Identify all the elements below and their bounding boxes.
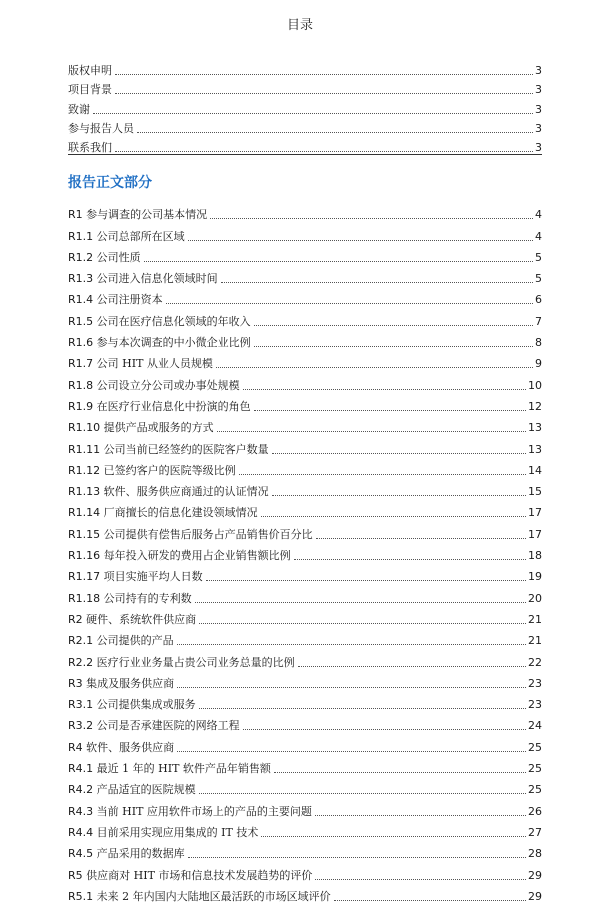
toc-page-number: 7: [535, 314, 542, 328]
toc-page-number: 23: [528, 676, 542, 690]
toc-page-number: 29: [528, 889, 542, 903]
toc-entry-text: 目前采用实现应用集成的 IT 技术: [96, 825, 259, 839]
toc-page-number: 3: [535, 121, 542, 135]
toc-entry-code: R5.1: [68, 889, 94, 903]
toc-page-number: 25: [528, 783, 542, 797]
toc-entry-title: [68, 379, 240, 392]
toc-entry-code: R1.1: [68, 229, 94, 243]
toc-page-number: 6: [535, 293, 542, 307]
toc-entry[interactable]: [68, 306, 542, 327]
toc-page-number: 17: [528, 506, 542, 520]
toc-page-number: 17: [528, 527, 542, 541]
toc-page-number: 25: [528, 740, 542, 754]
toc-entry[interactable]: [68, 605, 542, 626]
toc-page-number: 15: [528, 485, 542, 499]
toc-entry-title: [68, 677, 174, 690]
toc-entry-code: R2.2: [68, 655, 94, 669]
toc-entry-code: R1.6: [68, 336, 94, 350]
toc-entry-title: [68, 357, 213, 370]
toc-page-number: 29: [528, 868, 542, 882]
toc-entry-code: R3.2: [68, 719, 94, 733]
toc-leader-dots: [177, 687, 526, 688]
toc-entry[interactable]: [68, 392, 542, 413]
toc-entry[interactable]: [68, 626, 542, 647]
toc-entry-text: 供应商对 HIT 市场和信息技术发展趋势的评价: [86, 868, 313, 882]
toc-entry[interactable]: [68, 349, 542, 370]
toc-leader-dots: [239, 474, 526, 475]
toc-entry-title: [68, 656, 295, 669]
toc-entry-code: R4.2: [68, 783, 94, 797]
toc-entry-title: [68, 443, 269, 456]
toc-entry-title: [68, 698, 196, 711]
toc-page-number: 10: [528, 378, 542, 392]
toc-entry-title: [68, 293, 163, 306]
toc-leader-dots: [188, 240, 533, 241]
toc-page-number: 8: [535, 336, 542, 350]
toc-entry-code: R1.5: [68, 314, 94, 328]
toc-leader-dots: [195, 602, 526, 603]
toc-entry-title: [68, 847, 185, 860]
toc-entry[interactable]: [68, 116, 542, 135]
toc-leader-dots: [199, 708, 526, 709]
toc-entry[interactable]: [68, 58, 542, 77]
toc-entry[interactable]: [68, 818, 542, 839]
toc-entry-text: 公司在医疗信息化领域的年收入: [96, 314, 251, 328]
toc-entry[interactable]: [68, 221, 542, 242]
toc-entry-title: [68, 506, 258, 519]
toc-entry-text: 公司持有的专利数: [103, 591, 192, 605]
toc-leader-dots: [261, 516, 526, 517]
toc-entry-text: 公司 HIT 从业人员规模: [96, 357, 213, 371]
toc-leader-dots: [166, 303, 533, 304]
toc-page-number: 19: [528, 570, 542, 584]
toc-entry[interactable]: [68, 732, 542, 753]
toc-entry-code: R1.3: [68, 272, 94, 286]
toc-entry-text: 公司提供有偿售后服务占产品销售价百分比: [103, 527, 313, 541]
toc-leader-dots: [272, 495, 526, 496]
toc-entry-title: [68, 741, 174, 754]
toc-entry[interactable]: [68, 456, 542, 477]
main-toc-list: [68, 200, 542, 903]
toc-entry[interactable]: [68, 711, 542, 732]
toc-entry-code: R2.1: [68, 634, 94, 648]
toc-leader-dots: [177, 644, 526, 645]
toc-entry-code: R1.12: [68, 463, 101, 477]
toc-leader-dots: [115, 151, 533, 152]
toc-entry-code: R1.11: [68, 442, 101, 456]
toc-entry-text: 版权申明: [68, 64, 112, 78]
toc-page-number: 21: [528, 612, 542, 626]
toc-entry-title: [68, 528, 313, 541]
toc-entry-text: 当前 HIT 应用软件市场上的产品的主要问题: [96, 804, 312, 818]
toc-page-number: 4: [535, 229, 542, 243]
toc-entry-text: 项目背景: [68, 83, 112, 97]
toc-entry-code: R1.17: [68, 570, 101, 584]
toc-leader-dots: [254, 410, 526, 411]
toc-page-number: 26: [528, 804, 542, 818]
toc-entry[interactable]: [68, 243, 542, 264]
toc-leader-dots: [206, 580, 526, 581]
toc-page-number: 25: [528, 762, 542, 776]
toc-entry-title: [68, 719, 240, 732]
toc-entry-text: 提供产品或服务的方式: [103, 421, 214, 435]
toc-entry-text: 公司当前已经签约的医院客户数量: [103, 442, 269, 456]
toc-entry-text: 项目实施平均人日数: [103, 570, 203, 584]
toc-entry-text: 公司总部所在区域: [96, 229, 185, 243]
toc-entry-title: [68, 890, 331, 903]
toc-entry-title: [68, 272, 218, 285]
toc-entry-title: [68, 103, 90, 116]
toc-entry-title: [68, 783, 196, 796]
toc-entry[interactable]: [68, 796, 542, 817]
toc-entry[interactable]: [68, 498, 542, 519]
toc-entry[interactable]: [68, 882, 542, 903]
toc-entry-title: [68, 141, 112, 154]
toc-entry-title: [68, 400, 251, 413]
toc-page-number: 27: [528, 825, 542, 839]
toc-entry-code: R1: [68, 208, 83, 222]
toc-entry-text: 产品采用的数据库: [96, 847, 185, 861]
toc-page-number: 5: [535, 272, 542, 286]
toc-entry-title: [68, 64, 112, 77]
toc-entry-text: 致谢: [68, 102, 90, 116]
toc-leader-dots: [294, 559, 526, 560]
toc-page-number: 3: [535, 102, 542, 116]
toc-entry-code: R2: [68, 612, 83, 626]
toc-entry[interactable]: [68, 285, 542, 306]
toc-entry[interactable]: [68, 434, 542, 455]
toc-entry-text: 在医疗行业信息化中扮演的角色: [96, 399, 251, 413]
toc-entry-code: R1.14: [68, 506, 101, 520]
toc-entry-title: [68, 421, 214, 434]
toc-leader-dots: [217, 431, 526, 432]
toc-page-number: 4: [535, 208, 542, 222]
toc-leader-dots: [243, 389, 526, 390]
toc-entry-text: 产品适宜的医院规模: [96, 783, 196, 797]
toc-entry[interactable]: [68, 754, 542, 775]
toc-entry-code: R4.1: [68, 762, 94, 776]
toc-entry[interactable]: [68, 647, 542, 668]
toc-entry-code: R1.4: [68, 293, 94, 307]
toc-entry-title: [68, 549, 291, 562]
toc-leader-dots: [115, 93, 533, 94]
toc-leader-dots: [216, 367, 533, 368]
toc-entry-text: 每年投入研发的费用占企业销售额比例: [103, 549, 291, 563]
toc-entry-code: R1.15: [68, 527, 101, 541]
toc-page-number: 3: [535, 64, 542, 78]
toc-entry-code: R4.3: [68, 804, 94, 818]
toc-entry-code: R1.8: [68, 378, 94, 392]
toc-page-number: 20: [528, 591, 542, 605]
toc-leader-dots: [115, 74, 533, 75]
toc-entry[interactable]: [68, 200, 542, 221]
toc-leader-dots: [298, 666, 526, 667]
toc-entry-title: [68, 805, 312, 818]
toc-entry[interactable]: [68, 477, 542, 498]
toc-entry-code: R1.2: [68, 250, 94, 264]
toc-entry-text: 公司进入信息化领域时间: [96, 272, 218, 286]
toc-leader-dots: [188, 857, 526, 858]
toc-entry[interactable]: [68, 541, 542, 562]
toc-entry[interactable]: [68, 583, 542, 604]
toc-entry-title: [68, 485, 269, 498]
toc-entry-title: [68, 613, 196, 626]
toc-entry-title: [68, 230, 185, 243]
toc-entry-title: [68, 315, 251, 328]
toc-leader-dots: [315, 815, 526, 816]
toc-entry-text: 最近 1 年的 HIT 软件产品年销售额: [96, 762, 271, 776]
toc-entry[interactable]: [68, 77, 542, 96]
toc-entry[interactable]: [68, 370, 542, 391]
toc-leader-dots: [254, 346, 533, 347]
toc-entry[interactable]: [68, 413, 542, 434]
toc-entry-text: 参与本次调查的中小微企业比例: [96, 336, 251, 350]
toc-entry[interactable]: [68, 839, 542, 860]
toc-page-number: 12: [528, 399, 542, 413]
section-heading: 报告正文部分: [68, 175, 152, 191]
toc-entry-text: 软件、服务供应商: [86, 740, 175, 754]
toc-entry-text: 参与调查的公司基本情况: [86, 208, 208, 222]
toc-entry-title: [68, 83, 112, 96]
toc-entry-text: 已签约客户的医院等级比例: [103, 463, 236, 477]
page-title: 目录: [286, 18, 313, 33]
toc-entry-title: [68, 762, 271, 775]
toc-leader-dots: [199, 793, 526, 794]
toc-entry-title: [68, 122, 134, 135]
toc-entry-code: R1.7: [68, 357, 94, 371]
toc-entry[interactable]: [68, 264, 542, 285]
toc-entry-text: 公司注册资本: [96, 293, 163, 307]
toc-leader-dots: [316, 538, 526, 539]
toc-page-number: 9: [535, 357, 542, 371]
toc-entry-text: 联系我们: [68, 140, 112, 154]
toc-leader-dots: [272, 453, 526, 454]
toc-entry-code: R3: [68, 676, 83, 690]
toc-page-number: 21: [528, 634, 542, 648]
toc-entry-text: 厂商擅长的信息化建设领域情况: [103, 506, 258, 520]
toc-entry[interactable]: [68, 328, 542, 349]
toc-leader-dots: [243, 729, 526, 730]
toc-entry-title: [68, 869, 312, 882]
toc-leader-dots: [199, 623, 526, 624]
toc-entry-text: 公司提供的产品: [96, 634, 174, 648]
toc-entry[interactable]: [68, 775, 542, 796]
toc-entry-title: [68, 251, 141, 264]
toc-entry-text: 公司提供集成或服务: [96, 698, 196, 712]
toc-entry-code: R4.5: [68, 847, 94, 861]
toc-entry-text: 公司设立分公司或办事处规模: [96, 378, 240, 392]
toc-entry[interactable]: [68, 562, 542, 583]
toc-entry-text: 未来 2 年内国内大陆地区最活跃的市场区域评价: [96, 889, 331, 903]
toc-entry-text: 硬件、系统软件供应商: [86, 612, 197, 626]
toc-leader-dots: [261, 836, 526, 837]
toc-entry-code: R4: [68, 740, 83, 754]
toc-entry[interactable]: [68, 860, 542, 881]
toc-page-number: 24: [528, 719, 542, 733]
toc-entry-code: R1.10: [68, 421, 101, 435]
toc-entry-title: [68, 464, 236, 477]
toc-page-number: 18: [528, 549, 542, 563]
toc-entry[interactable]: [68, 96, 542, 115]
toc-entry-text: 公司性质: [96, 250, 141, 264]
toc-leader-dots: [210, 218, 533, 219]
toc-entry-title: [68, 592, 192, 605]
toc-entry-text: 参与报告人员: [68, 121, 134, 135]
toc-page-number: 5: [535, 250, 542, 264]
toc-entry[interactable]: [68, 519, 542, 540]
toc-entry-text: 医疗行业业务量占贵公司业务总量的比例: [96, 655, 295, 669]
toc-page-number: 14: [528, 463, 542, 477]
toc-entry-code: R4.4: [68, 825, 94, 839]
toc-page-number: 13: [528, 421, 542, 435]
toc-entry-code: R3.1: [68, 698, 94, 712]
toc-leader-dots: [254, 325, 533, 326]
toc-entry[interactable]: [68, 690, 542, 711]
toc-page-number: 28: [528, 847, 542, 861]
toc-entry-code: R1.18: [68, 591, 101, 605]
toc-leader-dots: [177, 751, 526, 752]
toc-entry-code: R5: [68, 868, 83, 882]
toc-page-number: 22: [528, 655, 542, 669]
toc-leader-dots: [144, 261, 533, 262]
toc-entry-text: 集成及服务供应商: [86, 676, 175, 690]
toc-page-number: 13: [528, 442, 542, 456]
toc-entry-title: [68, 208, 207, 221]
toc-entry-title: [68, 826, 258, 839]
toc-entry-text: 公司是否承建医院的网络工程: [96, 719, 240, 733]
toc-entry-title: [68, 634, 174, 647]
front-matter-list: [68, 58, 542, 154]
toc-entry-code: R1.13: [68, 485, 101, 499]
toc-entry-title: [68, 570, 203, 583]
toc-leader-dots: [334, 900, 526, 901]
toc-leader-dots: [274, 772, 526, 773]
toc-page-number: 23: [528, 698, 542, 712]
toc-page-number: 3: [535, 140, 542, 154]
toc-entry-code: R1.16: [68, 549, 101, 563]
toc-page-number: 3: [535, 83, 542, 97]
toc-leader-dots: [137, 132, 533, 133]
toc-leader-dots: [315, 879, 526, 880]
toc-entry-text: 软件、服务供应商通过的认证情况: [103, 485, 269, 499]
front-matter-underline: [68, 154, 542, 155]
toc-entry[interactable]: [68, 669, 542, 690]
toc-entry-code: R1.9: [68, 399, 94, 413]
toc-entry-title: [68, 336, 251, 349]
toc-leader-dots: [221, 282, 533, 283]
toc-leader-dots: [93, 113, 533, 114]
toc-entry[interactable]: [68, 135, 542, 154]
